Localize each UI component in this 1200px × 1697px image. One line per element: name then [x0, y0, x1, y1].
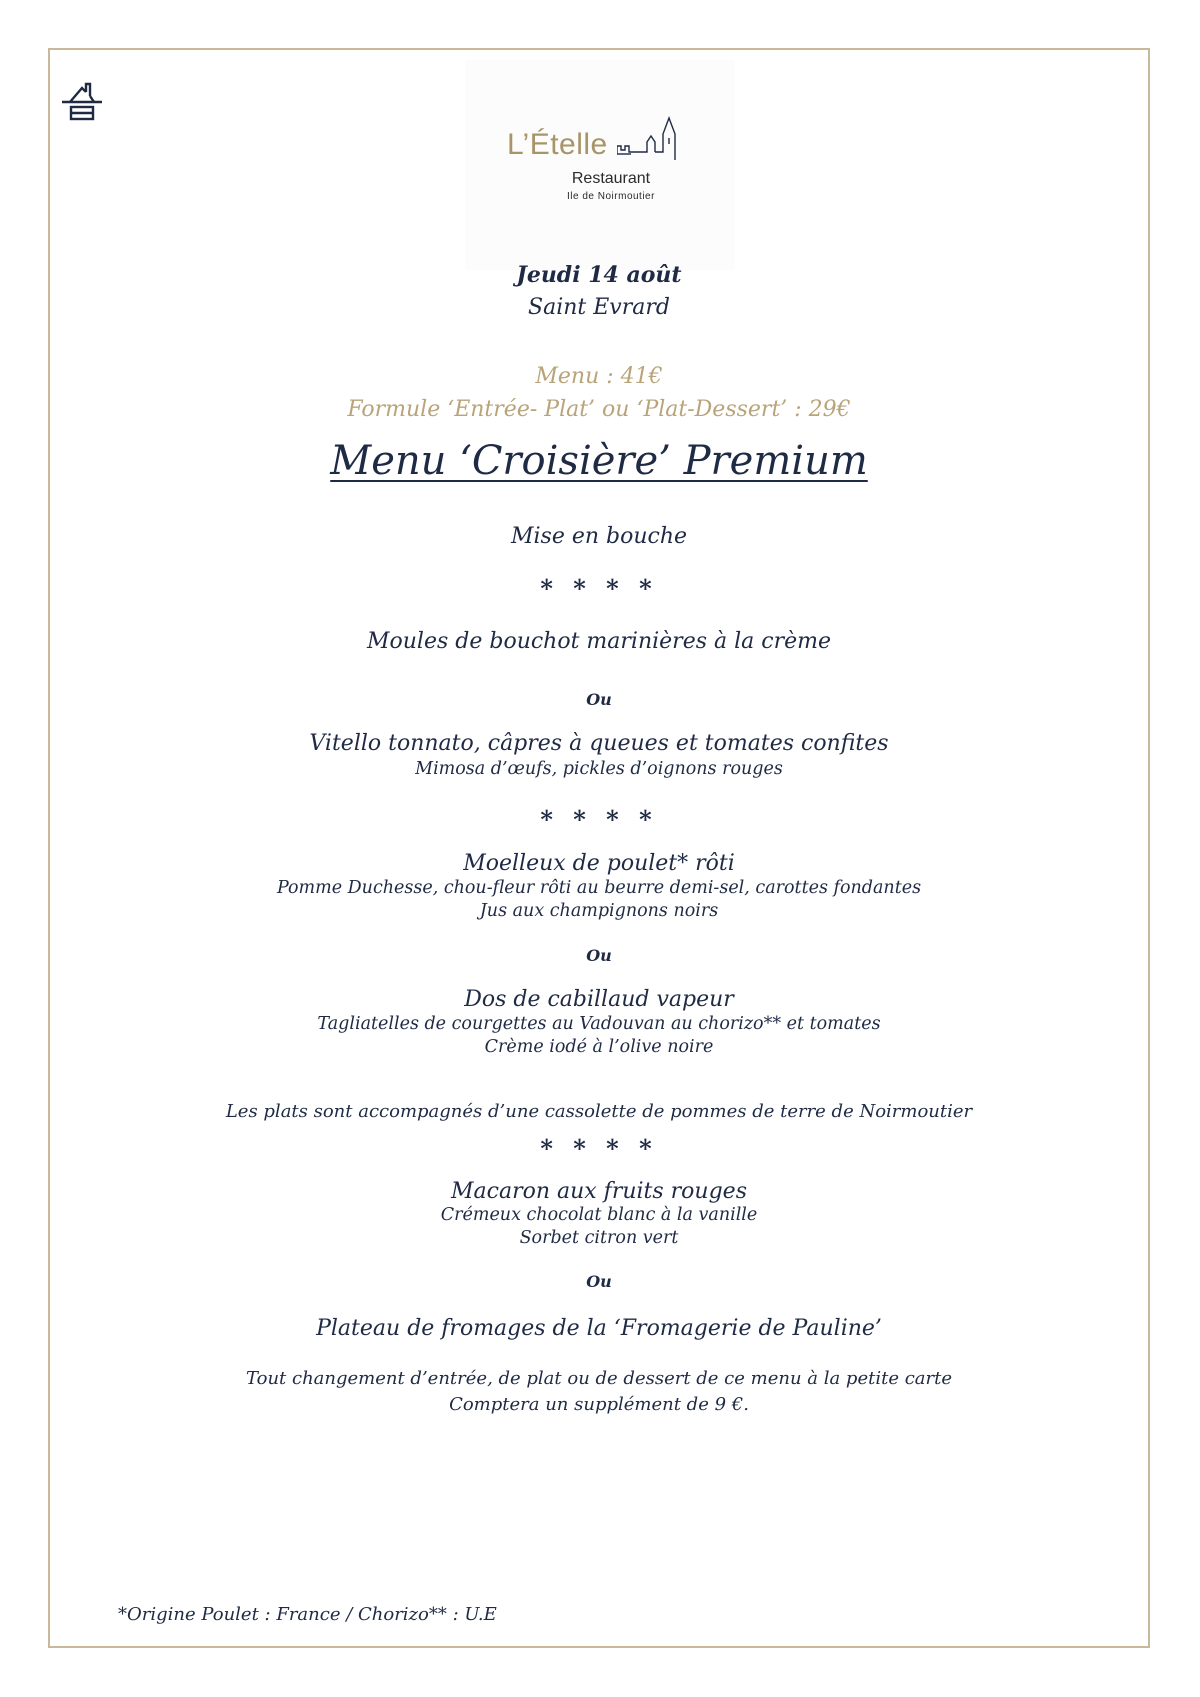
menu-title-row: [48, 438, 1150, 484]
separator: * * * *: [540, 805, 658, 834]
change-note-line-1: Tout changement d’entrée, de plat ou de dessert de ce menu à la petite carte: [246, 1368, 952, 1389]
origin-footnote: *Origine Poulet : France / Chorizo** : U.E: [118, 1604, 497, 1625]
saint-of-day: Saint Evrard: [528, 295, 670, 320]
main-1-detail-1: Pomme Duchesse, chou-fleur rôti au beurre demi-sel, carottes fondantes: [276, 878, 922, 898]
amuse-bouche: Mise en bouche: [510, 524, 688, 549]
menu-title: Menu ‘Croisière’ Premium: [330, 438, 868, 484]
main-1-name: Moelleux de poulet* rôti: [463, 851, 735, 876]
main-1-detail-2: Jus aux champignons noirs: [479, 901, 719, 921]
menu-price: Menu : 41€: [535, 364, 663, 389]
or-label: Ou: [586, 946, 612, 965]
castle-icon: [617, 108, 697, 172]
restaurant-logo: [465, 60, 735, 270]
starter-1-name: Moules de bouchot marinières à la crème: [366, 629, 831, 654]
main-2-name: Dos de cabillaud vapeur: [464, 987, 734, 1012]
sides-note: Les plats sont accompagnés d’une cassolette de pommes de terre de Noirmoutier: [225, 1101, 973, 1122]
logo-subtitle: Restaurant: [571, 170, 651, 187]
formule-price: Formule ‘Entrée- Plat’ ou ‘Plat-Dessert’ : 29€: [347, 397, 851, 422]
dessert-1-detail-1: Crémeux chocolat blanc à la vanille: [440, 1205, 758, 1225]
or-label: Ou: [586, 1272, 612, 1291]
dessert-1-name: Macaron aux fruits rouges: [450, 1179, 747, 1204]
house-icon: [60, 82, 104, 122]
starter-2-detail: Mimosa d’œufs, pickles d’oignons rouges: [415, 759, 783, 779]
main-2-detail-2: Crème iodé à l’olive noire: [484, 1037, 714, 1057]
change-note-line-2: Comptera un supplément de 9 €.: [449, 1394, 749, 1415]
dessert-1-detail-2: Sorbet citron vert: [519, 1228, 679, 1248]
logo-location: Ile de Noirmoutier: [567, 191, 655, 202]
dessert-2-name: Plateau de fromages de la ‘Fromagerie de Pauline’: [316, 1316, 882, 1341]
main-2-detail-1: Tagliatelles de courgettes au Vadouvan au chorizo** et tomates: [317, 1014, 881, 1034]
separator: * * * *: [540, 1134, 658, 1163]
separator: * * * *: [540, 574, 658, 603]
starter-2-name: Vitello tonnato, câpres à queues et tomates confites: [309, 731, 889, 756]
or-label: Ou: [586, 690, 612, 709]
menu-date: Jeudi 14 août: [516, 262, 682, 288]
logo-name: L’Ételle: [507, 128, 608, 161]
